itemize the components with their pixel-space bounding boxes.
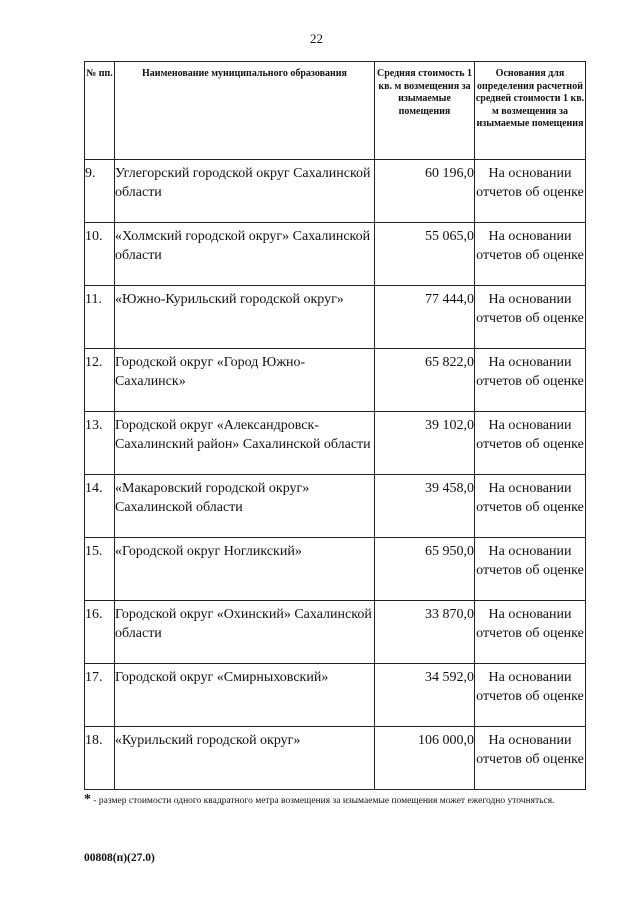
table-row xyxy=(85,349,586,412)
row-number: 16. xyxy=(85,601,115,664)
row-number: 13. xyxy=(85,412,115,475)
table-row xyxy=(85,601,586,664)
row-basis: На основании отчетов об оценке xyxy=(475,223,586,286)
row-basis: На основании отчетов об оценке xyxy=(475,160,586,223)
row-basis: На основании отчетов об оценке xyxy=(475,286,586,349)
row-cost: 77 444,0 xyxy=(375,286,475,349)
row-cost: 34 592,0 xyxy=(375,664,475,727)
row-municipality: «Городской округ Ногликский» xyxy=(115,538,375,601)
row-cost: 106 000,0 xyxy=(375,727,475,790)
row-municipality: «Южно-Курильский городской округ» xyxy=(115,286,375,349)
table-row xyxy=(85,412,586,475)
row-basis: На основании отчетов об оценке xyxy=(475,475,586,538)
row-basis: На основании отчетов об оценке xyxy=(475,349,586,412)
table-row xyxy=(85,475,586,538)
row-cost: 39 102,0 xyxy=(375,412,475,475)
table-row xyxy=(85,538,586,601)
row-municipality: Городской округ «Город Южно-Сахалинск» xyxy=(115,349,375,412)
row-number: 10. xyxy=(85,223,115,286)
row-number: 15. xyxy=(85,538,115,601)
header-basis: Основания для определения расчетной средней стоимости 1 кв. м возмещения за изымаемые помещения xyxy=(475,62,586,160)
row-number: 14. xyxy=(85,475,115,538)
table-row xyxy=(85,727,586,790)
table-row xyxy=(85,664,586,727)
table-row xyxy=(85,160,586,223)
header-average-cost: Средняя стоимость 1 кв. м возмещения за изымаемые помещения xyxy=(375,62,475,160)
page-number: 22 xyxy=(310,31,323,46)
row-cost: 33 870,0 xyxy=(375,601,475,664)
footnote-marker: * xyxy=(84,792,91,807)
table-header-row xyxy=(85,62,586,160)
row-cost: 60 196,0 xyxy=(375,160,475,223)
row-number: 12. xyxy=(85,349,115,412)
row-municipality: Городской округ «Смирныховский» xyxy=(115,664,375,727)
row-number: 17. xyxy=(85,664,115,727)
valuation-table xyxy=(84,61,586,790)
row-basis: На основании отчетов об оценке xyxy=(475,412,586,475)
row-municipality: Городской округ «Александровск-Сахалинский район» Сахалинской области xyxy=(115,412,375,475)
row-cost: 39 458,0 xyxy=(375,475,475,538)
row-basis: На основании отчетов об оценке xyxy=(475,664,586,727)
header-municipality: Наименование муниципального образования xyxy=(115,62,375,160)
row-basis: На основании отчетов об оценке xyxy=(475,538,586,601)
row-number: 11. xyxy=(85,286,115,349)
row-municipality: Углегорский городской округ Сахалинской области xyxy=(115,160,375,223)
document-code: 00808(п)(27.0) xyxy=(84,852,155,864)
row-municipality: «Холмский городской округ» Сахалинской области xyxy=(115,223,375,286)
row-basis: На основании отчетов об оценке xyxy=(475,727,586,790)
row-number: 9. xyxy=(85,160,115,223)
row-basis: На основании отчетов об оценке xyxy=(475,601,586,664)
row-cost: 65 822,0 xyxy=(375,349,475,412)
row-cost: 55 065,0 xyxy=(375,223,475,286)
header-number: № пп. xyxy=(85,62,115,160)
footnote-text: - размер стоимости одного квадратного метра возмещения за изымаемые помещения может ежегодно уточняться. xyxy=(91,796,555,806)
row-cost: 65 950,0 xyxy=(375,538,475,601)
footnote xyxy=(84,793,586,808)
table-row xyxy=(85,286,586,349)
row-municipality: «Макаровский городской округ» Сахалинской области xyxy=(115,475,375,538)
row-municipality: Городской округ «Охинский» Сахалинской области xyxy=(115,601,375,664)
table-row xyxy=(85,223,586,286)
row-municipality: «Курильский городской округ» xyxy=(115,727,375,790)
row-number: 18. xyxy=(85,727,115,790)
